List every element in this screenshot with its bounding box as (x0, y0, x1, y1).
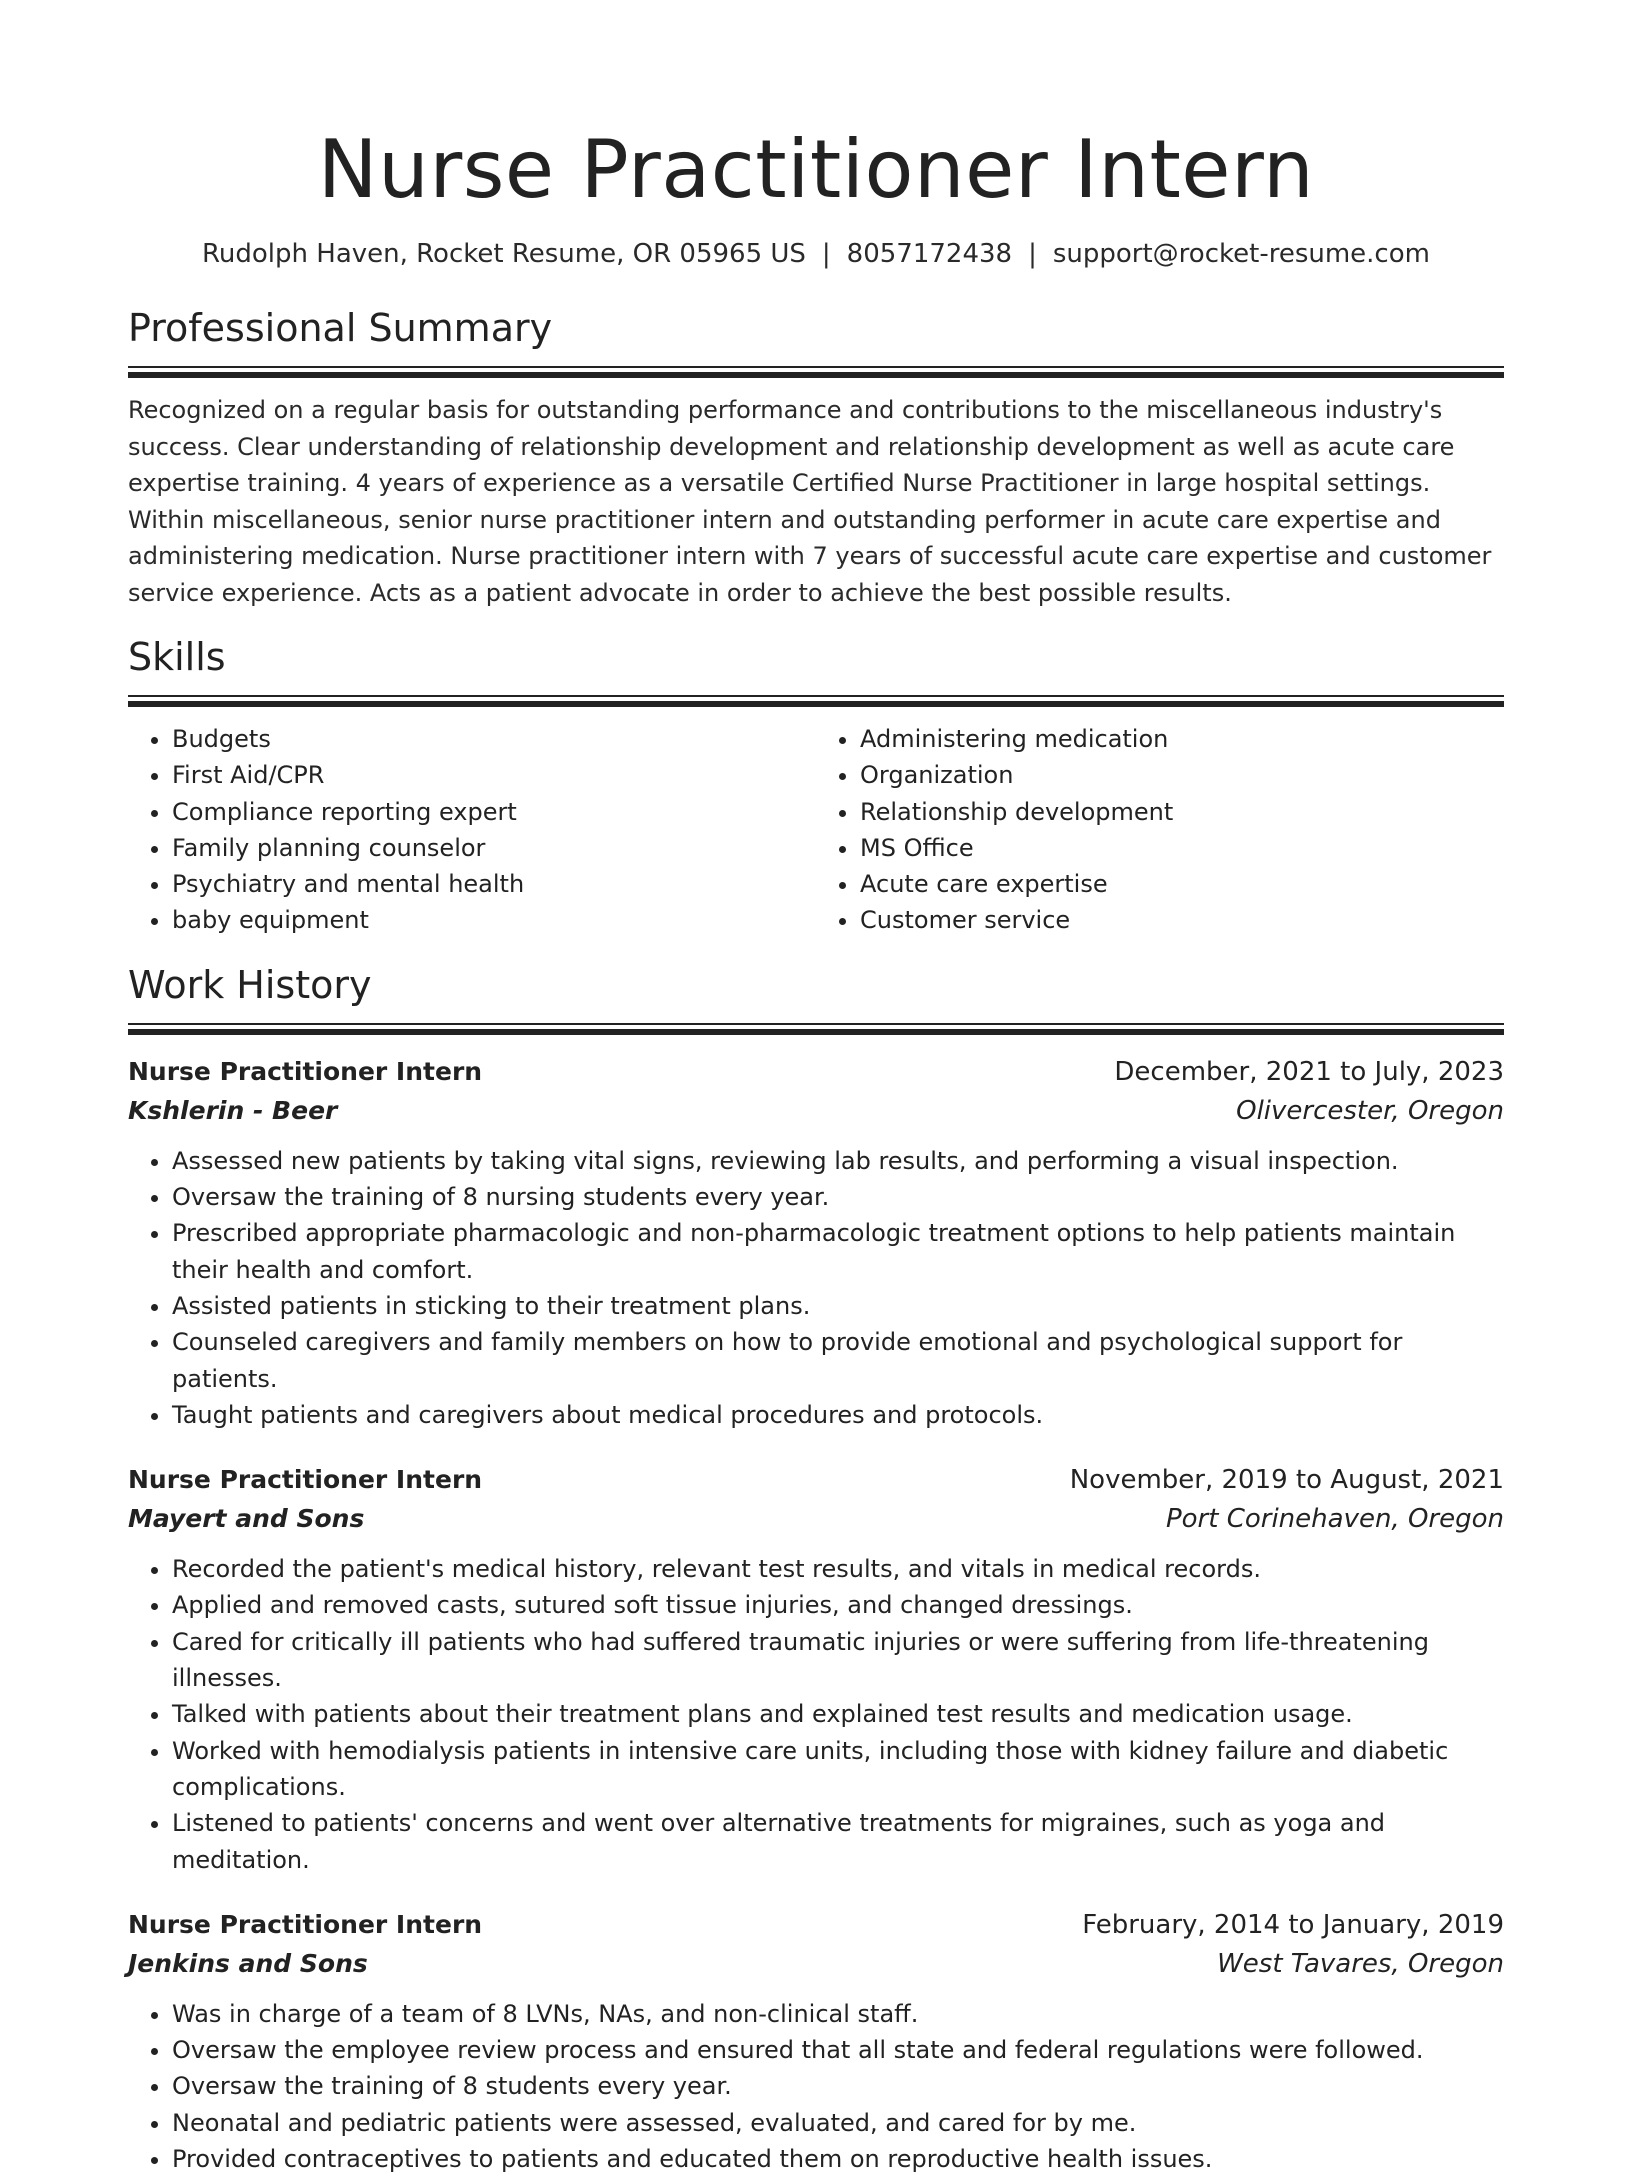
section-divider (128, 1023, 1504, 1035)
contact-address: Rudolph Haven, Rocket Resume, OR 05965 US (202, 239, 806, 269)
skills-list-right (816, 721, 1504, 939)
job-bullet: • Oversaw the training of 8 nursing students every year. (172, 1179, 1504, 1215)
job-bullet: • Was in charge of a team of 8 LVNs, NAs, and non-clinical staff. (172, 1996, 1504, 2032)
job-bullet: • Oversaw the employee review process and ensured that all state and federal regulations were followed. (172, 2032, 1504, 2068)
job-company: Jenkins and Sons (128, 1948, 368, 1978)
skill-item: • Acute care expertise (860, 866, 1504, 902)
job-location: Port Corinehaven, Oregon (1165, 1504, 1504, 1535)
job-entry (128, 1461, 1504, 1878)
job-title: Nurse Practitioner Intern (128, 1465, 483, 1495)
resume-title: Nurse Practitioner Intern (317, 123, 1315, 216)
job-header (128, 1053, 1504, 1091)
summary-text: Recognized on a regular basis for outstanding performance and contributions to the miscellaneous industry's success. Clear understanding of relationship development and relationship development as well as acute care expertise training. 4 years of experience as a versatile Certified Nurse Practitioner in large hospital settings. Within miscellaneous, senior nurse practitioner intern and outstanding performer in acute care expertise and administering medication. Nurse practitioner intern with 7 years of successful acute care expertise and customer service experience. Acts as a patient advocate in order to achieve the best possible results. (128, 396, 1492, 607)
job-header (128, 1461, 1504, 1499)
contact-separator: | (821, 239, 831, 269)
skill-item: • Budgets (172, 721, 816, 757)
job-company: Kshlerin - Beer (128, 1095, 338, 1125)
job-bullet: • Cared for critically ill patients who had suffered traumatic injuries or were suffering from life-threatening illnesses. (172, 1624, 1504, 1697)
job-bullets (128, 1996, 1504, 2177)
job-subheader (128, 1499, 1504, 1539)
job-title: Nurse Practitioner Intern (128, 1056, 483, 1086)
job-bullet: • Counseled caregivers and family members on how to provide emotional and psychological support for patients. (172, 1324, 1504, 1397)
job-entry (128, 1906, 1504, 2177)
job-location: West Tavares, Oregon (1217, 1948, 1504, 1979)
job-bullet: • Assisted patients in sticking to their treatment plans. (172, 1288, 1504, 1324)
skills-list-left (128, 721, 816, 939)
job-bullet: • Worked with hemodialysis patients in intensive care units, including those with kidney failure and diabetic complications. (172, 1733, 1504, 1806)
job-subheader (128, 1944, 1504, 1984)
skills-section (128, 633, 1504, 939)
skill-item: • Relationship development (860, 794, 1504, 830)
summary-heading: Professional Summary (128, 306, 553, 350)
summary-section (128, 304, 1504, 611)
job-bullets (128, 1143, 1504, 1433)
job-subheader (128, 1091, 1504, 1131)
section-divider (128, 366, 1504, 378)
skills-columns (128, 721, 1504, 939)
job-header (128, 1906, 1504, 1944)
job-dates: December, 2021 to July, 2023 (1114, 1056, 1504, 1087)
work-heading: Work History (128, 962, 372, 1007)
job-bullet: • Listened to patients' concerns and went over alternative treatments for migraines, such as yoga and meditation. (172, 1805, 1504, 1878)
resume-page (128, 0, 1504, 2177)
job-bullet: • Prescribed appropriate pharmacologic and non-pharmacologic treatment options to help patients maintain their health and comfort. (172, 1215, 1504, 1288)
section-divider (128, 695, 1504, 707)
job-bullet: • Provided contraceptives to patients and educated them on reproductive health issues. (172, 2141, 1504, 2177)
skill-item: • MS Office (860, 830, 1504, 866)
job-dates: November, 2019 to August, 2021 (1069, 1465, 1504, 1496)
job-bullet: • Oversaw the training of 8 students every year. (172, 2068, 1504, 2104)
job-entry (128, 1053, 1504, 1433)
job-dates: February, 2014 to January, 2019 (1082, 1909, 1504, 1940)
job-location: Olivercester, Oregon (1236, 1095, 1504, 1126)
skill-item: • baby equipment (172, 902, 816, 938)
skill-item: • Compliance reporting expert (172, 794, 816, 830)
skill-item: • Administering medication (860, 721, 1504, 757)
contact-phone: 8057172438 (846, 239, 1013, 269)
job-title: Nurse Practitioner Intern (128, 1909, 483, 1939)
skill-item: • Customer service (860, 902, 1504, 938)
contact-line (128, 236, 1504, 272)
skill-item: • Organization (860, 757, 1504, 793)
contact-email[interactable]: support@rocket-resume.com (1052, 239, 1430, 269)
skill-item: • Family planning counselor (172, 830, 816, 866)
job-bullet: • Recorded the patient's medical history, relevant test results, and vitals in medical records. (172, 1551, 1504, 1587)
job-bullet: • Taught patients and caregivers about medical procedures and protocols. (172, 1397, 1504, 1433)
job-bullet: • Neonatal and pediatric patients were assessed, evaluated, and cared for by me. (172, 2105, 1504, 2141)
job-company: Mayert and Sons (128, 1504, 365, 1534)
skills-heading: Skills (128, 635, 226, 679)
job-bullet: • Talked with patients about their treatment plans and explained test results and medication usage. (172, 1696, 1504, 1732)
skill-item: • First Aid/CPR (172, 757, 816, 793)
job-bullet: • Applied and removed casts, sutured soft tissue injuries, and changed dressings. (172, 1587, 1504, 1623)
work-section (128, 961, 1504, 2177)
skill-item: • Psychiatry and mental health (172, 866, 816, 902)
job-bullet: • Assessed new patients by taking vital signs, reviewing lab results, and performing a visual inspection. (172, 1143, 1504, 1179)
job-bullets (128, 1551, 1504, 1878)
contact-separator: | (1028, 239, 1037, 269)
